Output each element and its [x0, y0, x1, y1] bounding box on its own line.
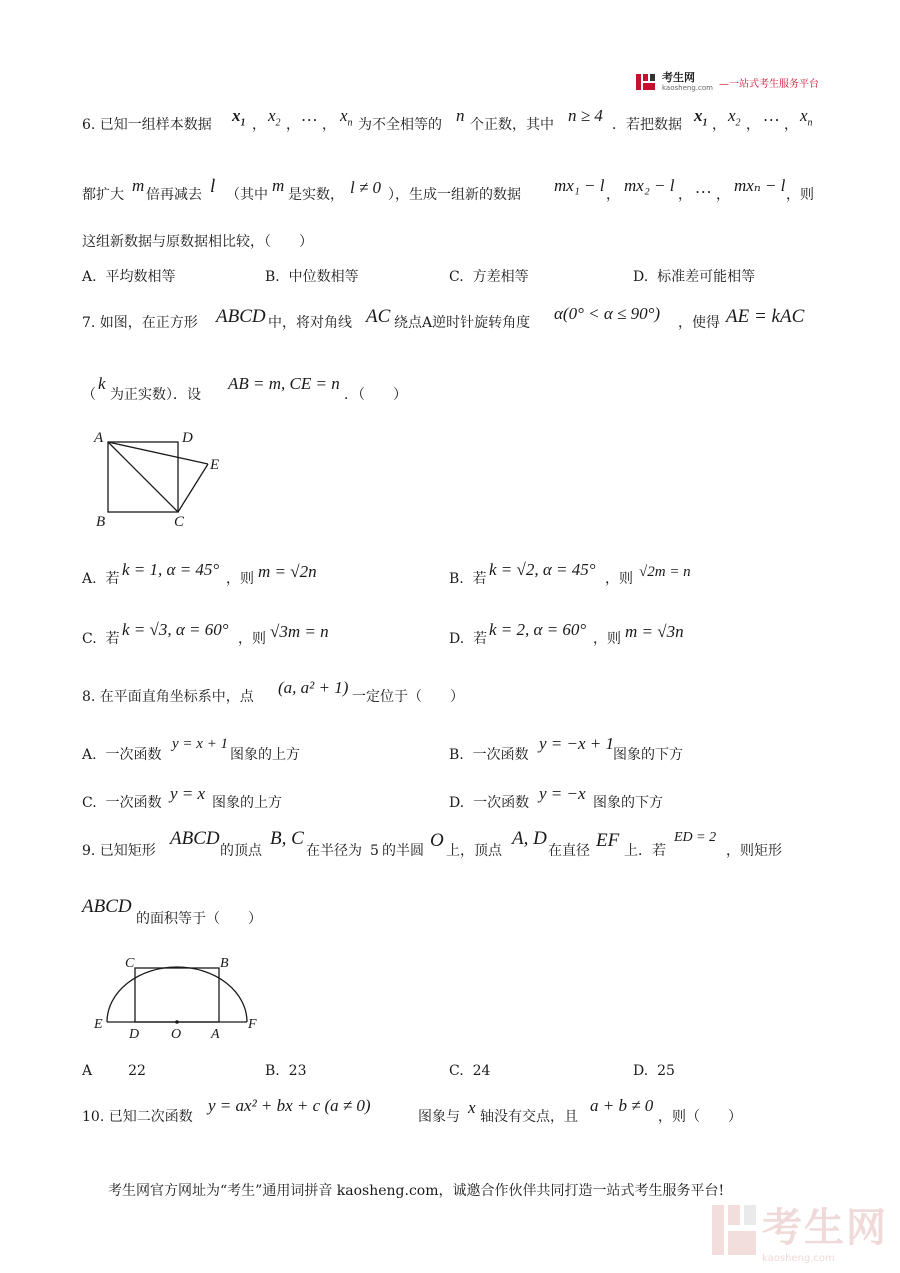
label-c: C: [125, 956, 135, 971]
kaosheng-watermark-icon: [712, 1201, 756, 1259]
q8-option-d[interactable]: D. 一次函数 y = −x 图象的下方: [449, 784, 663, 811]
label-a: A: [211, 1027, 220, 1042]
q10-line1: 10. 已知二次函数 y = ax² + bx + c (a ≠ 0) 图象与 x 轴没有交点，且 a + b ≠ 0 ，则（ ）: [82, 1096, 742, 1125]
label-d: D: [129, 1027, 140, 1042]
label-o: O: [171, 1027, 182, 1042]
q8-line1: 8. 在平面直角坐标系中，点 (a, a² + 1) 一定位于（ ）: [82, 678, 464, 705]
q8-option-a[interactable]: A. 一次函数 y = x + 1 图象的上方: [82, 736, 300, 763]
q6-option-a[interactable]: A. 平均数相等: [82, 269, 176, 285]
footer-text: 考生网官方网址为“考生”通用词拼音 kaosheng.com，诚邀合作伙伴共同打造一站式考生服务平台!: [108, 1183, 725, 1199]
watermark-name: 考生网: [762, 1205, 888, 1251]
q6-option-b[interactable]: B. 中位数相等: [265, 269, 359, 285]
segment-ce: [178, 464, 208, 512]
semicircle: [107, 967, 247, 1022]
q6-line3: 这组新数据与原数据相比较，（ ）: [82, 234, 313, 250]
q6-option-c[interactable]: C. 方差相等: [449, 269, 529, 285]
label-a: A: [94, 430, 104, 446]
logo-name: 考生网: [662, 71, 695, 84]
watermark-logo: [712, 1196, 888, 1264]
q9-line1: 9. 已知矩形 ABCD 的顶点 B, C 在半径为 5 的半圆 O 上，顶点 A, D 在直径 EF 上．若 ED = 2 ，则矩形: [82, 828, 782, 859]
q7-figure: [90, 424, 230, 534]
q6-line2: 都扩大 m 倍再减去 l （其中 m 是实数， l ≠ 0 ），生成一组新的数据 mx₁ − l ， mx₂ − l ， … ， mxₙ − l ，则: [82, 176, 814, 203]
q6-option-d[interactable]: D. 标准差可能相等: [633, 269, 756, 285]
label-f: F: [248, 1017, 257, 1032]
q9-line2: ABCD 的面积等于（ ）: [82, 896, 262, 927]
center-point: [175, 1020, 179, 1024]
logo-slogan: —一站式考生服务平台: [718, 78, 819, 90]
segment-ae: [108, 442, 208, 464]
label-b: B: [220, 956, 229, 971]
q7-line2: （ k 为正实数）．设 AB = m, CE = n ．（ ）: [82, 374, 407, 403]
q8-option-c[interactable]: C. 一次函数 y = x 图象的上方: [82, 784, 282, 811]
watermark-domain: kaosheng.com: [762, 1253, 835, 1264]
label-e: E: [94, 1017, 103, 1032]
q7-line1: 7. 如图，在正方形 ABCD 中，将对角线 AC 绕点A逆时针旋转角度 α(0° < α ≤ 90°) ，使得 AE = kAC: [82, 304, 805, 331]
label-b: B: [96, 514, 106, 530]
q7-option-c[interactable]: C. 若 k = √3, α = 60° ，则 √3m = n: [82, 620, 329, 647]
header-logo[interactable]: [636, 72, 819, 92]
q7-option-b[interactable]: B. 若 k = √2, α = 45° ，则 √2m = n: [449, 560, 691, 587]
q6-line1: 6. 已知一组样本数据 $x_1$ ， $x_2$ ， … ， $x_n$ 为不全相等的 n 个正数，其中 n ≥ 4 ．若把数据 $x_1$ ， $x_2$ ， … ， $x_n$: [82, 106, 813, 133]
q9-option-b[interactable]: B. 23: [265, 1063, 307, 1079]
q9-option-d[interactable]: D. 25: [633, 1063, 675, 1079]
q9-figure: [90, 950, 265, 1045]
logo-domain: kaosheng.com: [662, 84, 713, 92]
q9-option-c[interactable]: C. 24: [449, 1063, 491, 1079]
q7-option-d[interactable]: D. 若 k = 2, α = 60° ，则 m = √3n: [449, 620, 684, 647]
rectangle-abcd: [135, 968, 219, 1022]
label-e: E: [210, 457, 220, 473]
label-d: D: [182, 430, 193, 446]
q8-option-b[interactable]: B. 一次函数 y = −x + 1 图象的下方: [449, 734, 683, 763]
q7-option-a[interactable]: A. 若 k = 1, α = 45° ，则 m = √2n: [82, 560, 317, 587]
q9-option-a[interactable]: A 22: [82, 1063, 146, 1079]
kaosheng-logo-icon: [636, 72, 656, 92]
label-c: C: [174, 514, 185, 530]
diagonal-ac: [108, 442, 178, 512]
